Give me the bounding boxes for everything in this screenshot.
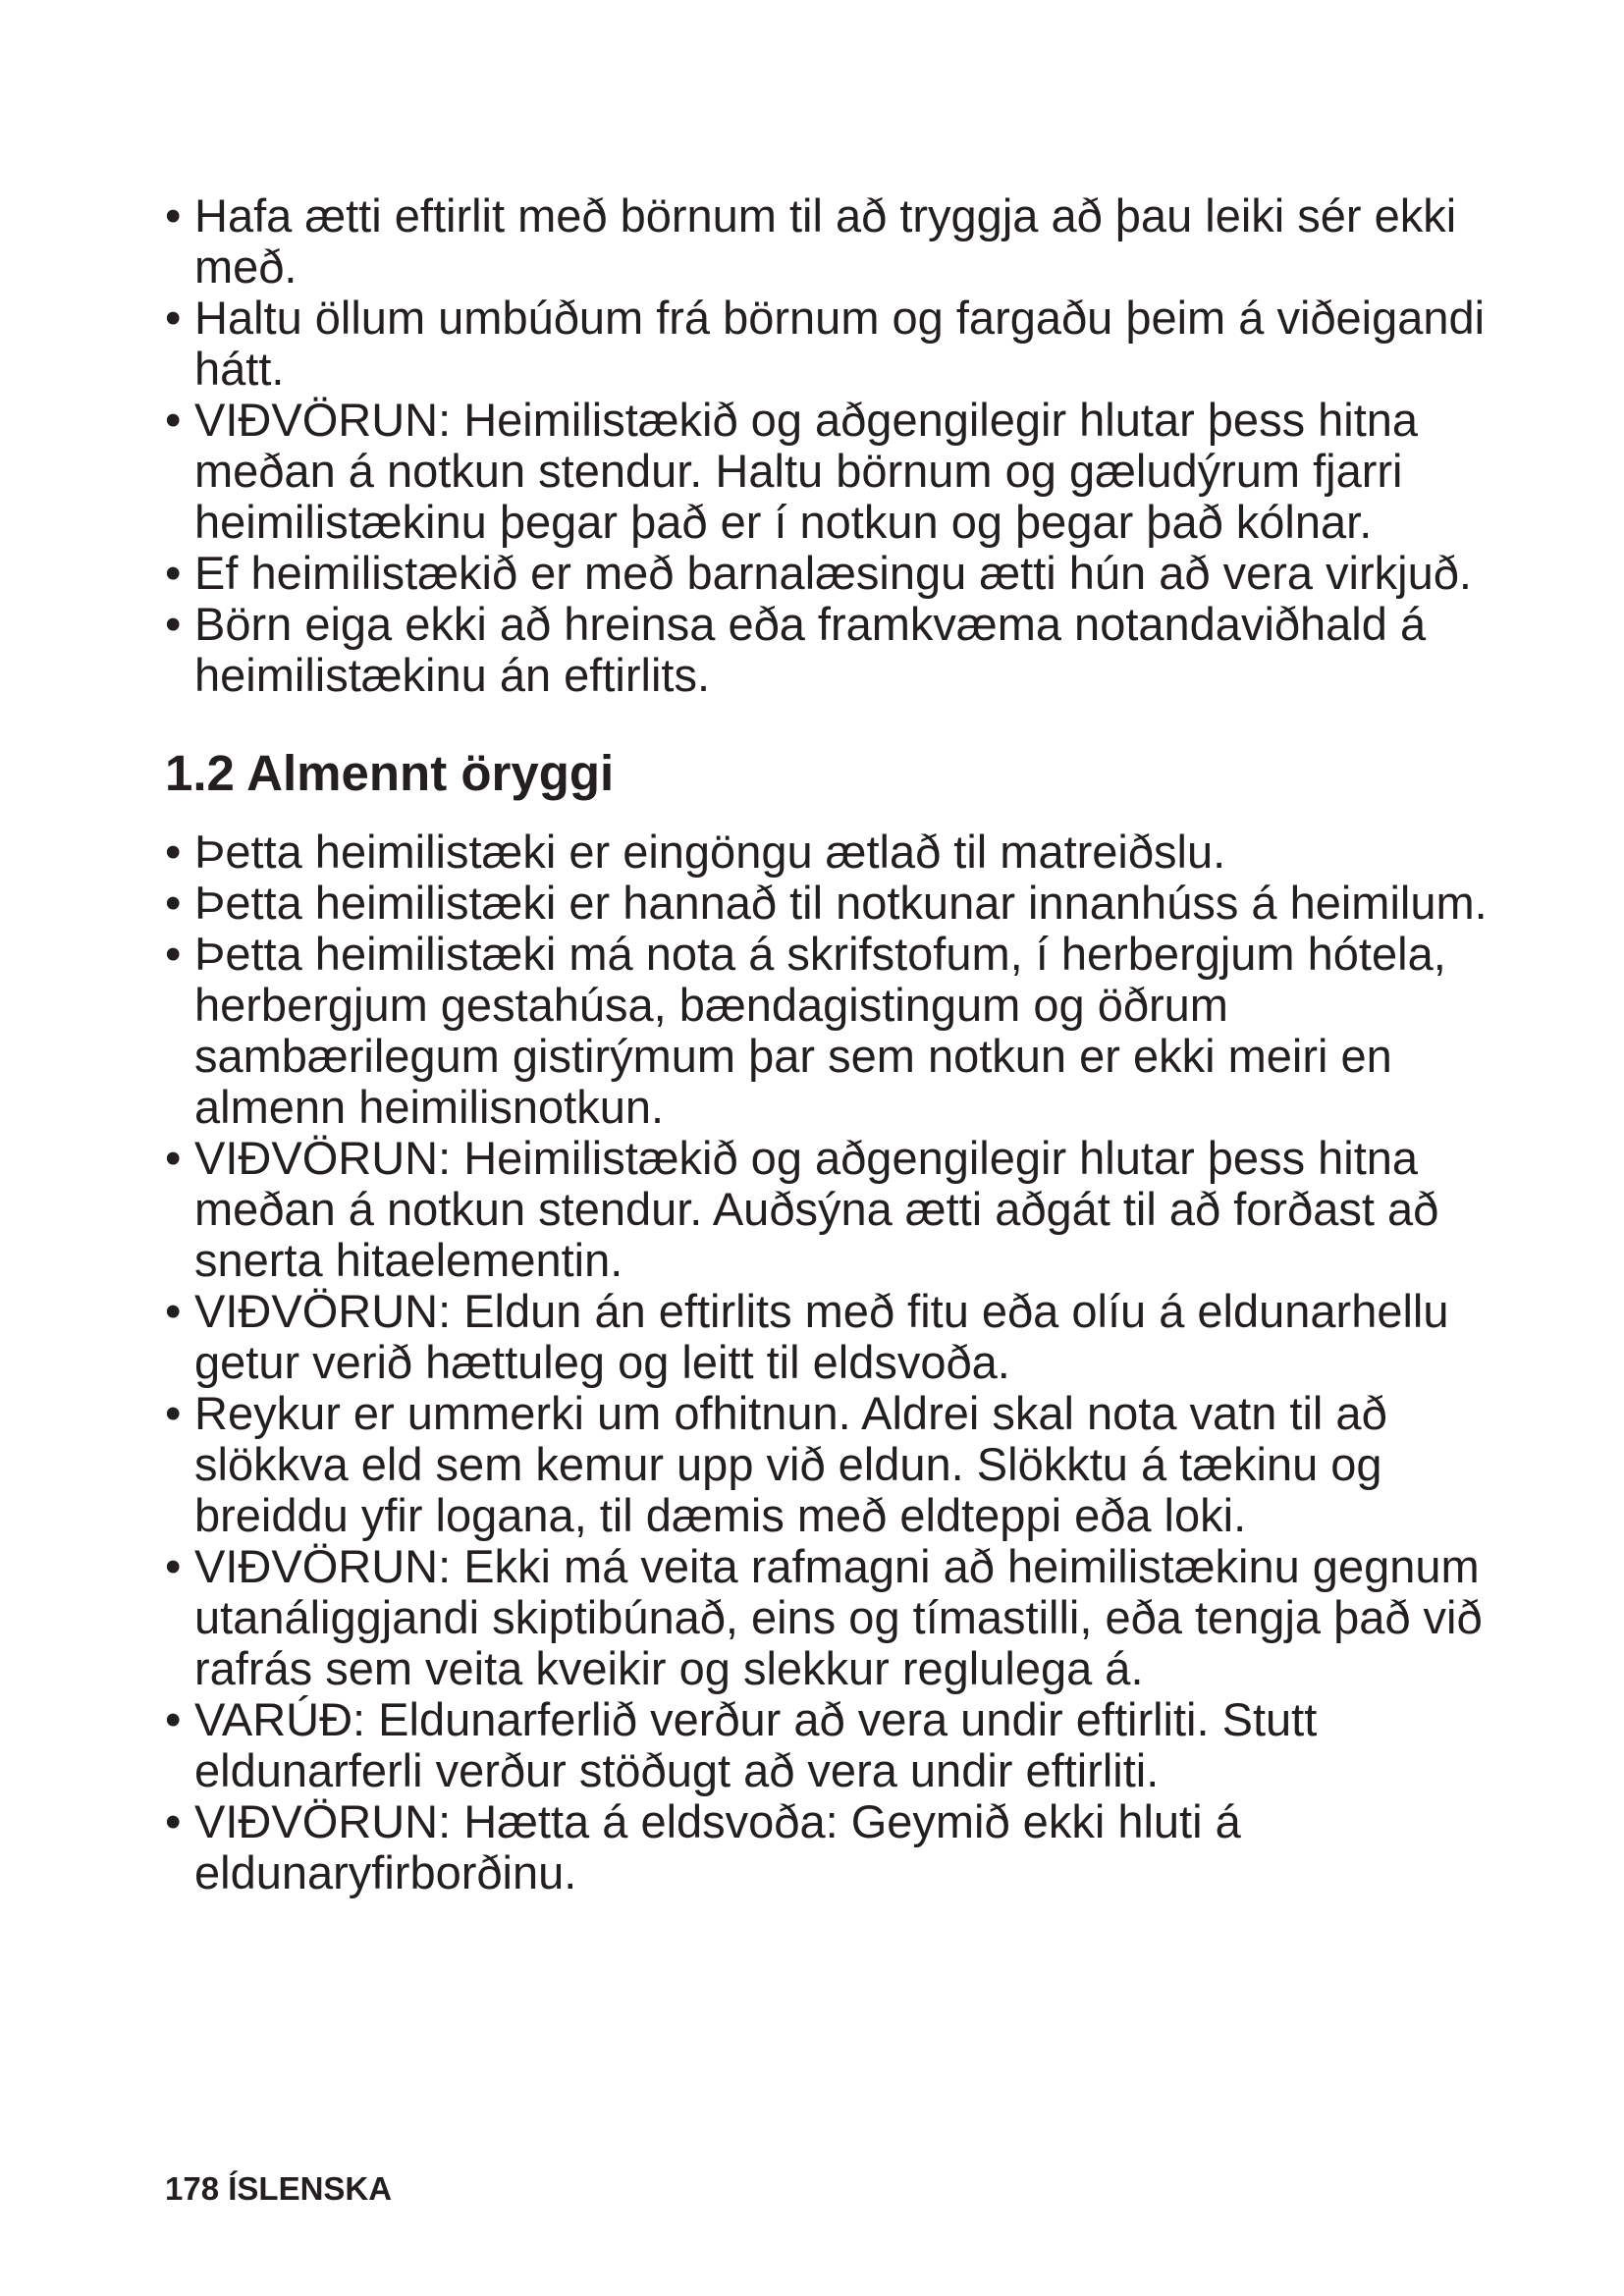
list-item-text: • VARÚÐ: Eldunarferlið verður að vera undir eftirliti. Stutt eldunarferli verður stöðugt að vera undir eftirliti. bbox=[194, 1693, 1318, 1796]
list-item bbox=[157, 190, 1512, 293]
list-item-text: • Þetta heimilistæki er eingöngu ætlað til matreiðslu. bbox=[194, 826, 1226, 878]
list-item-text: • VIÐVÖRUN: Heimilistækið og aðgengilegir hlutar þess hitna meðan á notkun stendur. Auðsýna ætti aðgát til að forðast að snerta hitaelementin. bbox=[194, 1132, 1439, 1286]
list-item bbox=[157, 599, 1512, 701]
list-item-text: • Þetta heimilistæki er hannað til notkunar innanhúss á heimilum. bbox=[194, 877, 1488, 929]
list-item-text: • Börn eiga ekki að hreinsa eða framkvæma notandaviðhald á heimilistækinu án eftirlits. bbox=[194, 598, 1427, 701]
list-item-text: • Þetta heimilistæki má nota á skrifstofum, í herbergjum hótela, herbergjum gestahúsa, bændagistingum og öðrum sambærilegum gistirýmum þar sem notkun er ekki meiri en almenn heimilisnotkun. bbox=[194, 928, 1446, 1133]
list-item bbox=[157, 1388, 1512, 1541]
list-item-text: • VIÐVÖRUN: Heimilistækið og aðgengilegir hlutar þess hitna meðan á notkun stendur. Haltu börnum og gæludýrum fjarri heimilistækinu þegar það er í notkun og þegar það kólnar. bbox=[194, 394, 1419, 548]
list-item-text: • Hafa ætti eftirlit með börnum til að tryggja að þau leiki sér ekki með. bbox=[194, 189, 1457, 293]
page-number-footer: 178 ÍSLENSKA bbox=[165, 2170, 393, 2207]
list-item-text: • Haltu öllum umbúðum frá börnum og fargaðu þeim á viðeigandi hátt. bbox=[194, 292, 1486, 395]
child-safety-list bbox=[157, 190, 1512, 701]
list-item-text: • VIÐVÖRUN: Ekki má veita rafmagni að heimilistækinu gegnum utanáliggjandi skiptibúnað, eins og tímastilli, eða tengja það við rafrás sem veita kveikir og slekkur reglulega á. bbox=[194, 1540, 1483, 1694]
list-item bbox=[157, 1286, 1512, 1388]
list-item bbox=[157, 1133, 1512, 1286]
list-item bbox=[157, 548, 1512, 599]
list-item bbox=[157, 395, 1512, 548]
general-safety-list bbox=[157, 827, 1512, 1898]
section-heading: 1.2 Almennt öryggi bbox=[165, 745, 615, 801]
list-item-text: • VIÐVÖRUN: Hætta á eldsvoða: Geymið ekki hluti á eldunaryfirborðinu. bbox=[194, 1795, 1241, 1898]
list-item-text: • Reykur er ummerki um ofhitnun. Aldrei skal nota vatn til að slökkva eld sem kemur upp við eldun. Slökktu á tækinu og breiddu yfir logana, til dæmis með eldteppi eða loki. bbox=[194, 1387, 1387, 1541]
list-item bbox=[157, 1694, 1512, 1796]
page-content bbox=[157, 190, 1512, 1898]
list-item-text: • Ef heimilistækið er með barnalæsingu ætti hún að vera virkjuð. bbox=[194, 547, 1472, 599]
list-item bbox=[157, 1796, 1512, 1898]
list-item bbox=[157, 1541, 1512, 1694]
list-item bbox=[157, 293, 1512, 395]
list-item bbox=[157, 827, 1512, 878]
list-item bbox=[157, 929, 1512, 1133]
list-item bbox=[157, 878, 1512, 929]
list-item-text: • VIÐVÖRUN: Eldun án eftirlits með fitu eða olíu á eldunarhellu getur verið hættuleg og leitt til eldsvoða. bbox=[194, 1285, 1449, 1388]
